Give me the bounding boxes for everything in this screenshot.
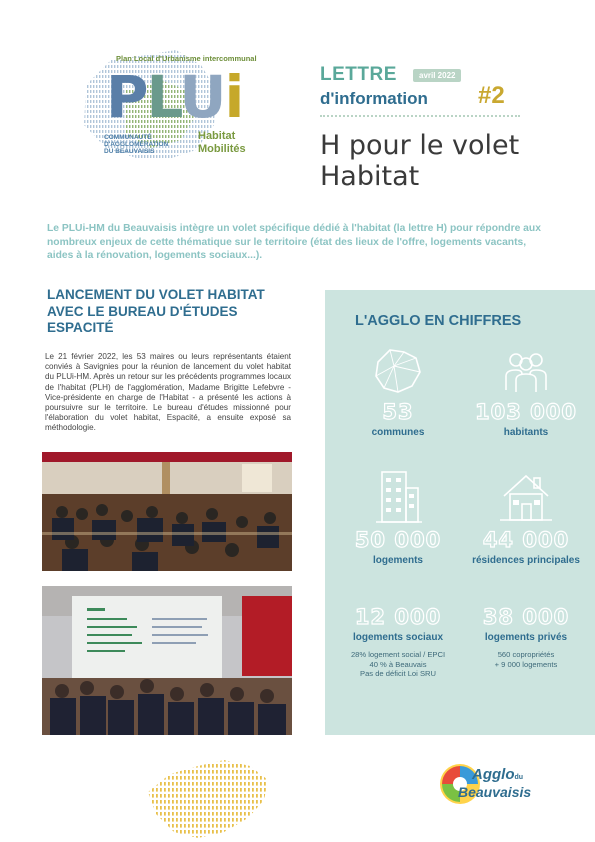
brand-agglo — [472, 766, 523, 783]
agglo-beauvaisis-logo — [434, 758, 544, 818]
logo-agglo-line: DU BEAUVAISIS — [104, 148, 155, 155]
stat-number: 103 000 — [475, 400, 577, 424]
plui-logo — [66, 30, 266, 180]
logo-tagline: Plan Local d'Urbanisme intercommunal — [116, 54, 257, 63]
stat-residences — [461, 466, 591, 567]
stat-number: 53 — [382, 400, 414, 424]
stat-note: 40 % à Beauvais — [369, 659, 427, 669]
logo-agglo-line: D'AGGLOMÉRATION — [104, 141, 169, 148]
stat-note: 560 copropriétés — [497, 650, 555, 659]
logo-sub-habitat: Habitat — [198, 130, 236, 142]
issue-number: #2 — [478, 82, 505, 109]
page-title: H pour le volet Habitat — [320, 130, 520, 192]
issue-date-badge: avril 2022 — [413, 69, 461, 82]
logo-agglo-line: COMMUNAUTÉ — [104, 134, 152, 141]
stat-logements — [333, 466, 463, 567]
stat-number: 12 000 — [354, 605, 442, 629]
logo-agglo-text — [104, 134, 184, 155]
stat-note: Pas de déficit Loi SRU — [360, 669, 436, 678]
meeting-photo-presentation — [42, 586, 292, 735]
stat-communes — [333, 340, 463, 439]
stat-number: 50 000 — [354, 528, 442, 552]
header-divider — [320, 115, 520, 117]
house-icon — [496, 466, 556, 528]
map-icon — [368, 340, 428, 400]
brand-beauvaisis: Beauvaisis — [458, 784, 532, 800]
stat-number: 44 000 — [482, 528, 570, 552]
building-icon — [368, 466, 428, 528]
stat-label: logements sociaux — [352, 632, 444, 643]
meeting-photo-audience — [42, 452, 292, 571]
brand-agglo-text: Agglo — [472, 766, 515, 783]
intro-paragraph: Le PLUi-HM du Beauvaisis intègre un volet spécifique dédié à l'habitat (la lettre H) pour répondre aux nombreux enjeux de cette thématique sur le territoire (état des lieux de l'offre, logements vacants, aides à la rénovation, logements sociaux...). — [47, 223, 541, 261]
stat-number: 38 000 — [482, 605, 570, 629]
logo-letter-l: L — [146, 63, 180, 131]
header-lettre: LETTRE — [320, 64, 397, 85]
stat-note: 28% logement social / EPCI — [350, 650, 446, 659]
stat-label: résidences principales — [472, 555, 580, 566]
logo-wordmark — [106, 63, 243, 131]
article-title: LANCEMENT DU VOLET HABITAT AVEC LE BUREAU D'ÉTUDES ESPACITÉ — [47, 287, 265, 335]
people-icon — [496, 340, 556, 400]
logo-letter-i: i — [224, 63, 243, 131]
dotted-territory-footer-icon — [140, 752, 290, 842]
stat-note: + 9 000 logements — [494, 659, 558, 669]
stat-label: logements privés — [484, 632, 568, 643]
logo-subtitle — [198, 130, 246, 156]
brand-de-text: du — [514, 774, 524, 781]
logo-letter-u: U — [179, 63, 225, 131]
header-information: d'information — [320, 89, 428, 108]
key-figures-title: L'AGGLO EN CHIFFRES — [355, 313, 522, 329]
stat-label: logements — [372, 555, 423, 566]
logo-sub-mobilites: Mobilités — [198, 143, 246, 155]
logo-letter-p: P — [106, 63, 147, 131]
article-body: Le 21 février 2022, les 53 maires ou leurs représentants étaient conviés à Savignies pour la réunion de lancement du volet habitat du PLUi-HM. Après un retour sur les précédents programmes locaux de l'habitat (PLH) de l'agglomération, Madame Brigitte Lefebvre - Vice-présidente en charge de l'Habitat - a présenté les actions à poursuivre sur le territoire. Le bureau d'études missionné pour l'élaboration du volet habitat, Espacité, a ensuite exposé sa méthodologie. — [45, 352, 291, 433]
stat-logements-prives — [461, 605, 591, 669]
stat-note-list — [333, 650, 463, 679]
stat-label: habitants — [503, 427, 549, 438]
stat-habitants — [461, 340, 591, 439]
stat-note-list — [461, 650, 591, 669]
stat-label: communes — [371, 427, 425, 438]
stat-logements-sociaux — [333, 605, 463, 679]
